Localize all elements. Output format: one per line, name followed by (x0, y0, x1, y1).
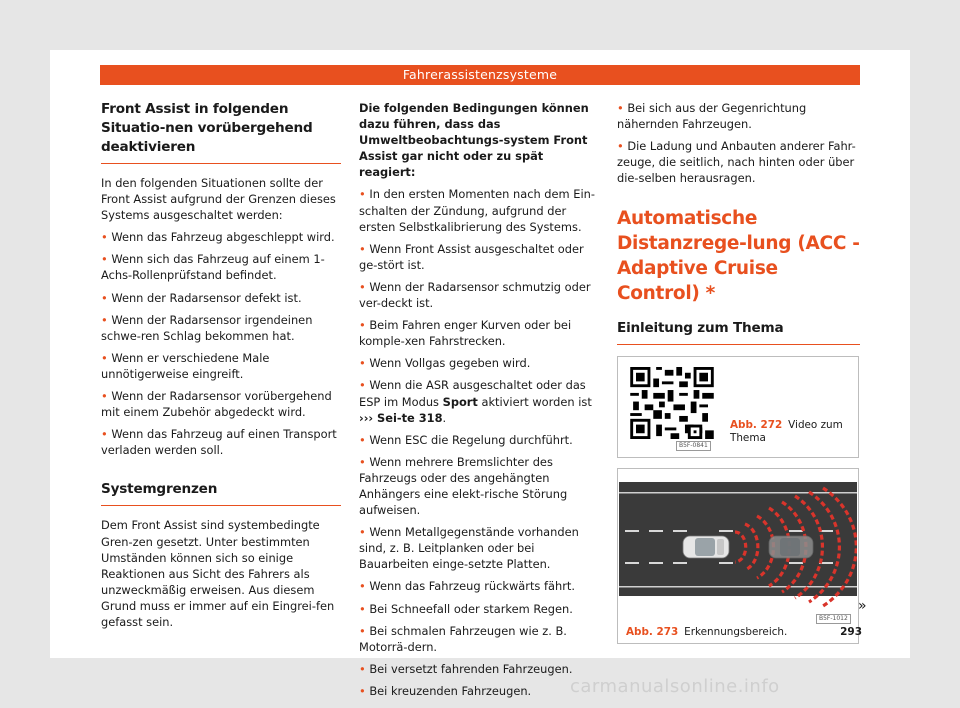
continue-arrow-icon: » (858, 598, 867, 614)
intro-paragraph: In den folgenden Situationen sollte der Front Assist aufgrund der Grenzen dieses Systems ausgeschaltet werden: (101, 176, 336, 223)
bullet-icon: • (359, 432, 366, 447)
list-item: • Wenn ESC die Regelung durchführt. (359, 432, 573, 447)
list-item: • Wenn Metallgegenstände vorhanden sind, z. B. Leitplanken oder bei Bauarbeiten einge-setzte Platten. (359, 525, 579, 572)
conditions-heading: Die folgenden Bedingungen können dazu führen, dass das Umweltbeobachtungs-system Front Assist gar nicht oder zu spät reagiert: (359, 101, 589, 180)
bullet-icon: • (359, 661, 366, 676)
bullet-icon: • (101, 252, 108, 267)
figure-detection-range (617, 468, 859, 644)
list-item: • Wenn der Radarsensor irgendeinen schwe-ren Schlag bekommen hat. (101, 312, 313, 343)
bullet-icon: • (101, 312, 108, 327)
section-heading-front-assist: Front Assist in folgenden Situatio-nen vorübergehend deaktivieren (101, 100, 341, 164)
list-item: • Bei kreuzenden Fahrzeugen. (359, 683, 532, 698)
bullet-icon: • (101, 290, 108, 305)
bullet-icon: • (359, 454, 366, 469)
figure-caption: Abb. 273 Erkennungsbereich. (626, 626, 788, 639)
list-item: • Wenn Front Assist ausgeschaltet oder ge-stört ist. (359, 241, 584, 272)
qr-code-icon[interactable] (626, 365, 722, 451)
bullet-icon: • (101, 350, 108, 365)
qr-code-graphic (630, 367, 714, 439)
bullet-icon: • (101, 427, 108, 442)
bullet-icon: • (359, 683, 366, 698)
list-item: • Bei sich aus der Gegenrichtung nähernden Fahrzeugen. (617, 101, 807, 132)
front-car-icon (769, 536, 813, 558)
bullet-icon: • (359, 623, 366, 638)
bullet-icon: • (359, 579, 366, 594)
list-item: • Wenn das Fahrzeug abgeschleppt wird. (101, 230, 335, 245)
list-item: • Wenn sich das Fahrzeug auf einem 1-Achs-Rollenprüfstand befindet. (101, 252, 325, 283)
bullet-icon: • (359, 356, 366, 371)
figure-caption: Abb. 272 Video zum Thema (730, 419, 843, 445)
chapter-heading-acc: Automatische Distanzrege-lung (ACC - Adaptive Cruise Control) * (617, 208, 860, 305)
list-item: • Wenn mehrere Bremslichter des Fahrzeugs oder des angehängten Anhängers eine elekt-rische Störung aufweisen. (359, 454, 568, 518)
section-heading-systemgrenzen: Systemgrenzen (101, 480, 341, 506)
list-item: • Wenn er verschiedene Male unnötigerweise eingreift. (101, 350, 270, 381)
list-item: • Wenn Vollgas gegeben wird. (359, 356, 531, 371)
bullet-icon: • (359, 241, 366, 256)
list-item: • Wenn der Radarsensor vorübergehend mit einem Zubehör abgedeckt wird. (101, 389, 332, 420)
list-item: • In den ersten Momenten nach dem Ein-schalten der Zündung, aufgrund der ersten Selbstkalibrierung des Systems. (359, 187, 595, 234)
bullet-icon: • (359, 378, 366, 393)
radar-road-illustration (619, 470, 857, 614)
bullet-icon: • (359, 187, 366, 202)
list-item: • Wenn das Fahrzeug rückwärts fährt. (359, 579, 575, 594)
list-item: • Wenn das Fahrzeug auf einen Transport verladen werden soll. (101, 427, 337, 458)
page-number: 293 (840, 626, 862, 638)
bullet-icon: • (101, 389, 108, 404)
column-1 (101, 100, 341, 636)
list-item: • Die Ladung und Anbauten anderer Fahr-zeuge, die seitlich, nach hinten oder über die-selben herausragen. (617, 139, 856, 186)
figure-tag: B5F-0841 (676, 441, 711, 451)
list-item: • Bei schmalen Fahrzeugen wie z. B. Motorrä-dern. (359, 623, 567, 654)
figure-tag: B5F-1012 (816, 614, 851, 624)
esp-mode-label: Sport (442, 394, 478, 409)
list-item: • Bei Schneefall oder starkem Regen. (359, 601, 573, 616)
bullet-icon: • (359, 279, 366, 294)
bullet-icon: • (359, 601, 366, 616)
figure-number: Abb. 273 (626, 626, 679, 639)
systemgrenzen-paragraph: Dem Front Assist sind systembedingte Gren-zen gesetzt. Unter bestimmten Umständen können sich so einige Reaktionen aus Sicht des Fahrers als unzweckmäßig erweisen. Aus diesem Grund muss er immer auf ein Eingrei-fen gefasst sein. (101, 518, 335, 629)
figure-video (617, 356, 859, 458)
column-2 (359, 100, 599, 705)
page-reference-link[interactable]: ››› Sei-te 318 (359, 410, 443, 425)
page-header: Fahrerassistenzsysteme (100, 65, 860, 85)
bullet-icon: • (617, 139, 624, 154)
section-heading-einleitung: Einleitung zum Thema (617, 319, 860, 345)
watermark-text: carmanualsonline.info (570, 676, 780, 697)
column-3 (617, 100, 860, 644)
bullet-icon: • (101, 230, 108, 245)
list-item: • Wenn der Radarsensor defekt ist. (101, 290, 302, 305)
list-item-esp: • Wenn die ASR ausgeschaltet oder das ESP im Modus Sport aktiviert worden ist ››› Sei-te 318. (359, 378, 592, 425)
figure-number: Abb. 272 (730, 419, 783, 432)
own-car-icon (683, 536, 729, 558)
bullet-icon: • (359, 318, 366, 333)
list-item: • Wenn der Radarsensor schmutzig oder ver-deckt ist. (359, 279, 591, 311)
bullet-icon: • (617, 101, 624, 115)
bullet-icon: • (359, 525, 366, 540)
list-item: • Bei versetzt fahrenden Fahrzeugen. (359, 661, 573, 676)
list-item: • Beim Fahren enger Kurven oder bei komple-xen Fahrstrecken. (359, 318, 572, 349)
